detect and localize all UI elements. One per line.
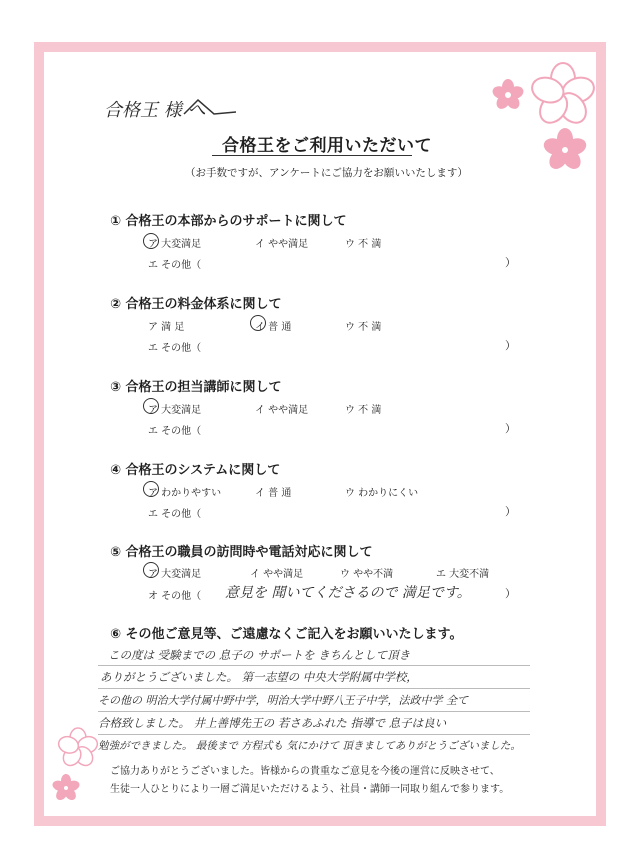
q4-other-close: ）: [505, 505, 516, 518]
ruled-line-2: [98, 688, 530, 689]
question-2-label: ② 合格王の料金体系に関して: [110, 297, 282, 312]
q6-handwritten-line-4: 合格致しました。 井上善博先王の 若さあふれた 指導で 息子は良い: [98, 716, 447, 730]
q3-option-b[interactable]: イ やや満足: [255, 405, 309, 416]
q5-option-a[interactable]: ア 大変満足: [148, 569, 202, 580]
q4-option-a[interactable]: ア わかりやすい: [148, 488, 222, 499]
blossom-large-outline-icon: [529, 63, 597, 128]
q5-other-label[interactable]: オ その他（: [148, 591, 202, 602]
blossom-small-filled-icon: [491, 79, 525, 111]
q2-other-close: ）: [505, 339, 516, 352]
q6-handwritten-line-1: この度は 受験までの 息子の サポートを きちんとして頂き: [108, 648, 411, 662]
q6-handwritten-line-5: 勉強ができました。 最後まで 方程式も 気にかけて 頂きましてありがとうございました。: [98, 740, 521, 752]
q4-other-label[interactable]: エ その他（: [148, 509, 202, 520]
ruled-line-4: [98, 734, 530, 735]
q6-handwritten-line-3: その他の 明治大学付属中野中学，明治大学中野八王子中学，法政中学 全て: [98, 694, 468, 707]
q3-option-c[interactable]: ウ 不 満: [345, 405, 382, 416]
blossom-medium-filled-icon: [542, 128, 589, 173]
q2-other-label[interactable]: エ その他（: [148, 343, 202, 354]
title-underline: [212, 155, 412, 156]
q6-handwritten-line-2: ありがとうございました。 第一志望の 中央大学附属中学校，: [100, 670, 418, 684]
q1-other-close: ）: [505, 256, 516, 269]
question-4-label: ④ 合格王のシステムに関して: [110, 463, 281, 478]
q2-option-a[interactable]: ア 満 足: [148, 322, 185, 333]
cherry-blossom-decoration-bottom: [48, 722, 108, 812]
q1-other-label[interactable]: エ その他（: [148, 260, 202, 271]
q5-option-b[interactable]: イ やや満足: [250, 569, 304, 580]
q5-other-close: ）: [505, 587, 516, 600]
ruled-line-1: [98, 665, 530, 666]
q3-other-label[interactable]: エ その他（: [148, 426, 202, 437]
q4-option-c[interactable]: ウ わかりにくい: [345, 488, 419, 499]
q1-option-c[interactable]: ウ 不 満: [345, 239, 382, 250]
question-3-label: ③ 合格王の担当講師に関して: [110, 380, 282, 395]
addressee-underline-stroke: [180, 94, 240, 120]
question-6-label: ⑥ その他ご意見等、ご遠慮なくご記入をお願いいたします。: [110, 627, 463, 642]
q5-other-handwritten: 意見を 聞いてくださるので 満足です。: [225, 585, 471, 601]
q1-option-b[interactable]: イ やや満足: [255, 239, 309, 250]
ruled-line-3: [98, 711, 530, 712]
q2-option-b[interactable]: イ 普 通: [255, 322, 292, 333]
form-subtitle: （お手数ですが、アンケートにご協力をお願いいたします）: [185, 167, 468, 179]
q5-option-d[interactable]: エ 大変不満: [436, 569, 490, 580]
form-title: 合格王をご利用いただいて: [222, 136, 432, 156]
question-1-label: ① 合格王の本部からのサポートに関して: [110, 214, 347, 229]
blossom-filled-icon: [51, 774, 81, 802]
addressee-handwritten: 合格王 様 へ: [104, 100, 206, 121]
q5-option-c[interactable]: ウ やや不満: [340, 569, 394, 580]
footer-line-1: ご協力ありがとうございました。皆様からの貴重なご意見を今後の運営に反映させて、: [110, 766, 500, 777]
q3-other-close: ）: [505, 422, 516, 435]
cherry-blossom-decoration-top: [470, 55, 600, 185]
question-5-label: ⑤ 合格王の職員の訪問時や電話対応に関して: [110, 545, 373, 560]
q1-option-a[interactable]: ア 大変満足: [148, 239, 202, 250]
q2-option-c[interactable]: ウ 不 満: [345, 322, 382, 333]
q3-option-a[interactable]: ア 大変満足: [148, 405, 202, 416]
footer-line-2: 生徒一人ひとりにより一層ご満足いただけるよう、社員・講師一同取り組んで参ります。: [110, 784, 510, 795]
q4-option-b[interactable]: イ 普 通: [255, 488, 292, 499]
blossom-outline-icon: [57, 728, 100, 769]
